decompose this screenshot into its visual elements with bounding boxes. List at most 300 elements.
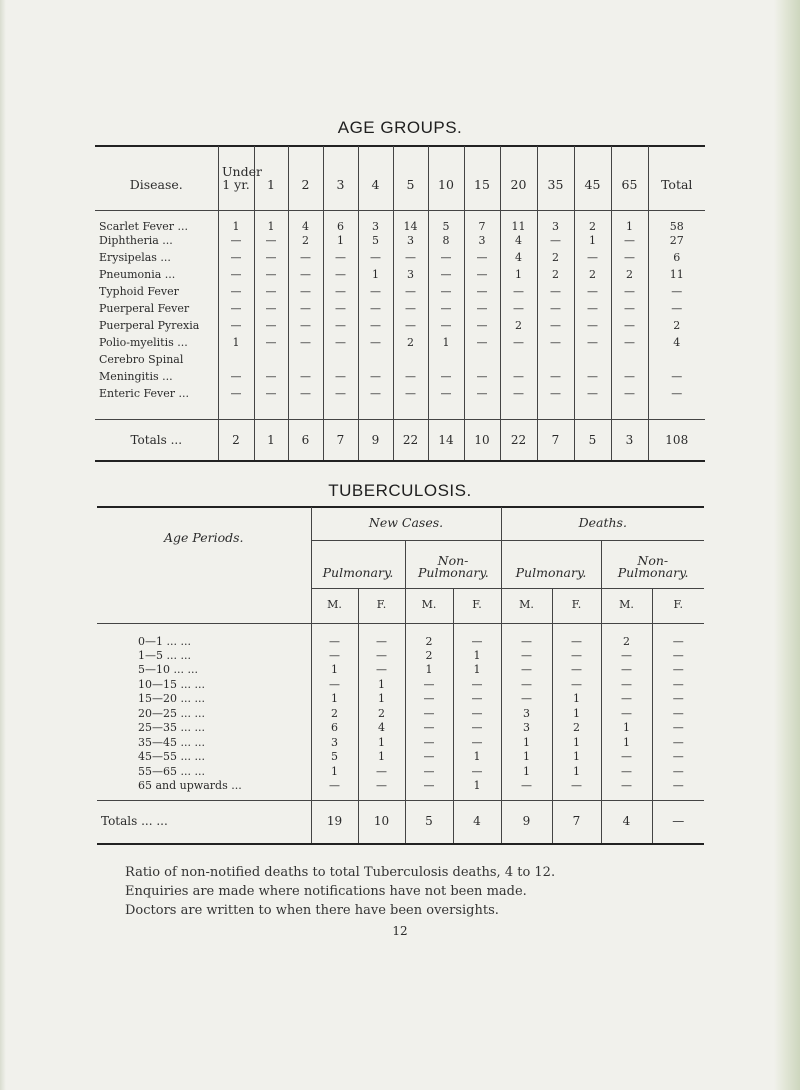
table-cell: —: [537, 335, 574, 352]
table-cell: —: [464, 318, 500, 335]
totals-cell: 3: [611, 420, 648, 461]
age-period: 0—1 ... ...: [138, 635, 191, 648]
table-cell: 5: [311, 750, 358, 765]
table-cell: —: [323, 369, 358, 386]
table-cell: 1: [323, 233, 358, 250]
table-cell: 5: [428, 211, 464, 234]
table-cell: 1: [574, 233, 611, 250]
table-cell: 4: [648, 335, 705, 352]
table-row: [95, 318, 705, 335]
table-cell: [323, 352, 358, 369]
table-cell: 1: [552, 736, 601, 751]
table-cell: 1: [501, 736, 552, 751]
table-cell: —: [288, 267, 323, 284]
totals-cell: 7: [323, 420, 358, 461]
note-doctors: Doctors are written to when there have been oversights.: [125, 903, 499, 918]
table-cell: —: [500, 386, 537, 403]
table-cell: —: [358, 779, 405, 794]
table-cell: —: [464, 301, 500, 318]
table-cell: —: [500, 369, 537, 386]
table-cell: —: [537, 386, 574, 403]
table-cell: —: [574, 284, 611, 301]
table-cell: 1: [358, 267, 393, 284]
table-cell: —: [552, 779, 601, 794]
table-cell: —: [652, 649, 704, 664]
table-cell: —: [652, 779, 704, 794]
table-cell: —: [218, 369, 254, 386]
age-period: 1—5 ... ...: [138, 648, 191, 662]
table-row: [97, 692, 704, 707]
table-cell: —: [652, 707, 704, 722]
table-row: [95, 250, 705, 267]
table-cell: 6: [323, 211, 358, 234]
table-cell: —: [405, 721, 453, 736]
table-cell: —: [453, 678, 501, 693]
table-row: [95, 211, 705, 234]
table-row: [95, 284, 705, 301]
table-cell: 1: [453, 779, 501, 794]
table-cell: —: [501, 678, 552, 693]
table-cell: —: [611, 301, 648, 318]
spacer-cell: [537, 403, 574, 420]
table-cell: —: [323, 267, 358, 284]
table-cell: —: [500, 284, 537, 301]
page-number: 12: [392, 924, 408, 938]
table-cell: —: [464, 369, 500, 386]
age-groups-table: [95, 146, 705, 460]
table-cell: 1: [218, 211, 254, 234]
table-cell: —: [537, 301, 574, 318]
sex-m: M.: [311, 588, 358, 623]
table-cell: —: [323, 386, 358, 403]
table-cell: —: [611, 369, 648, 386]
table-cell: —: [500, 301, 537, 318]
table-row: [97, 623, 704, 649]
table-cell: 1: [552, 692, 601, 707]
table-cell: —: [652, 692, 704, 707]
table-cell: —: [453, 707, 501, 722]
table-cell: 1: [358, 750, 405, 765]
table-cell: 1: [311, 692, 358, 707]
table-cell: —: [611, 284, 648, 301]
table-row: [95, 386, 705, 403]
totals-cell: 10: [358, 800, 405, 844]
table-row: [97, 736, 704, 751]
table-cell: 2: [393, 335, 428, 352]
col-age-65: 65: [611, 146, 648, 211]
table-cell: —: [358, 623, 405, 649]
totals-row: [95, 420, 705, 461]
table-cell: —: [254, 233, 288, 250]
table-cell: —: [254, 318, 288, 335]
totals-cell: 4: [453, 800, 501, 844]
table-cell: [464, 352, 500, 369]
tb-header-row-1: [97, 507, 704, 540]
table-cell: —: [453, 623, 501, 649]
table-cell: —: [453, 721, 501, 736]
table-cell: —: [358, 649, 405, 664]
table-cell: —: [652, 678, 704, 693]
table-cell: 2: [537, 267, 574, 284]
table-cell: —: [611, 318, 648, 335]
totals-cell: 7: [537, 420, 574, 461]
table-cell: —: [254, 250, 288, 267]
table-cell: 4: [288, 211, 323, 234]
table-cell: 2: [574, 267, 611, 284]
age-period: 15—20 ... ...: [138, 692, 205, 705]
spacer-cell: [254, 403, 288, 420]
table-cell: —: [393, 301, 428, 318]
table-cell: —: [428, 386, 464, 403]
totals-cell: 6: [288, 420, 323, 461]
table-cell: —: [574, 318, 611, 335]
table-cell: 1: [611, 211, 648, 234]
age-period: 65 and upwards ...: [138, 779, 242, 792]
table-cell: 6: [648, 250, 705, 267]
table-cell: 27: [648, 233, 705, 250]
col-age-45: 45: [574, 146, 611, 211]
table-cell: 1: [405, 663, 453, 678]
table-cell: —: [358, 369, 393, 386]
table-cell: —: [428, 250, 464, 267]
sex-m: M.: [501, 588, 552, 623]
table-cell: —: [311, 649, 358, 664]
col-age-4: 4: [358, 146, 393, 211]
table-cell: —: [218, 233, 254, 250]
spacer-cell: [358, 403, 393, 420]
table-cell: 3: [393, 233, 428, 250]
tb-header-row-3: [97, 588, 704, 623]
disease-name: Polio-myelitis ...: [99, 336, 188, 350]
table-cell: —: [218, 318, 254, 335]
table-cell: [500, 352, 537, 369]
table-cell: 1: [501, 750, 552, 765]
age-groups-title: AGE GROUPS.: [337, 118, 463, 137]
disease-name: Diphtheria ...: [99, 234, 173, 248]
table-cell: —: [464, 250, 500, 267]
table-cell: 7: [464, 211, 500, 234]
table-cell: [611, 352, 648, 369]
col-age-5: 5: [393, 146, 428, 211]
table-cell: —: [611, 386, 648, 403]
spacer-cell: [464, 403, 500, 420]
table-cell: —: [601, 707, 652, 722]
table-cell: 1: [358, 692, 405, 707]
table-cell: —: [648, 301, 705, 318]
col-age-10: 10: [428, 146, 464, 211]
table-bottom-rule: [95, 460, 705, 462]
death-pulmonary-header: Pulmonary.: [501, 540, 601, 588]
table-cell: —: [323, 335, 358, 352]
table-cell: —: [405, 765, 453, 780]
table-cell: —: [254, 386, 288, 403]
table-cell: 5: [358, 233, 393, 250]
table-cell: 4: [358, 721, 405, 736]
table-cell: 11: [648, 267, 705, 284]
table-cell: —: [574, 250, 611, 267]
table-cell: 11: [500, 211, 537, 234]
table-cell: [648, 352, 705, 369]
table-cell: 1: [218, 335, 254, 352]
disease-name: Scarlet Fever ...: [99, 219, 188, 233]
table-cell: 2: [552, 721, 601, 736]
table-cell: —: [323, 250, 358, 267]
sex-m: M.: [405, 588, 453, 623]
table-cell: —: [311, 779, 358, 794]
table-cell: 2: [611, 267, 648, 284]
table-cell: [574, 352, 611, 369]
death-non-pulmonary-header: [601, 540, 704, 588]
table-cell: —: [601, 678, 652, 693]
table-cell: —: [358, 301, 393, 318]
col-age-2: 2: [288, 146, 323, 211]
table-cell: 1: [453, 649, 501, 664]
table-cell: —: [552, 678, 601, 693]
table-cell: —: [652, 750, 704, 765]
table-cell: 1: [453, 750, 501, 765]
table-cell: —: [323, 301, 358, 318]
table-cell: 2: [405, 649, 453, 664]
table-cell: —: [311, 678, 358, 693]
sex-f: F.: [453, 588, 501, 623]
spacer-cell: [393, 403, 428, 420]
table-cell: —: [288, 250, 323, 267]
table-cell: —: [218, 250, 254, 267]
table-row: [95, 352, 705, 369]
new-cases-header: New Cases.: [311, 507, 501, 540]
table-cell: [537, 352, 574, 369]
spacer-cell: [574, 403, 611, 420]
table-cell: 14: [393, 211, 428, 234]
sex-f: F.: [358, 588, 405, 623]
col-under-1: [218, 146, 262, 211]
table-cell: —: [601, 649, 652, 664]
table-cell: —: [288, 335, 323, 352]
table-cell: —: [218, 284, 254, 301]
table-cell: 1: [601, 736, 652, 751]
table-cell: —: [652, 765, 704, 780]
table-cell: 4: [500, 250, 537, 267]
table-cell: 2: [405, 623, 453, 649]
age-period: 35—45 ... ...: [138, 735, 205, 749]
table-cell: 58: [648, 211, 705, 234]
table-cell: —: [254, 284, 288, 301]
table-cell: —: [453, 765, 501, 780]
table-cell: 3: [464, 233, 500, 250]
totals-cell: 5: [405, 800, 453, 844]
table-cell: —: [537, 233, 574, 250]
table-row: [97, 721, 704, 736]
col-age-1: 1: [254, 146, 288, 211]
table-cell: —: [405, 707, 453, 722]
sex-m: M.: [601, 588, 652, 623]
table-cell: 1: [358, 736, 405, 751]
table-cell: [358, 352, 393, 369]
table-cell: 2: [537, 250, 574, 267]
table-cell: —: [501, 663, 552, 678]
table-row: [97, 649, 704, 664]
table-cell: [254, 352, 288, 369]
table-cell: —: [405, 736, 453, 751]
spacer-cell: [323, 403, 358, 420]
sex-f: F.: [652, 588, 704, 623]
table-cell: —: [501, 779, 552, 794]
spacer-row: [95, 403, 705, 420]
col-age-15: 15: [464, 146, 500, 211]
age-period: 10—15 ... ...: [138, 677, 205, 691]
disease-name: Puerperal Fever: [99, 302, 190, 316]
table-cell: —: [323, 284, 358, 301]
table-cell: —: [552, 663, 601, 678]
table-cell: 1: [552, 707, 601, 722]
table-cell: —: [601, 750, 652, 765]
table-row: [97, 678, 704, 693]
table-cell: —: [611, 250, 648, 267]
table-cell: 1: [501, 765, 552, 780]
table-cell: —: [501, 623, 552, 649]
table-cell: —: [358, 284, 393, 301]
table-cell: —: [611, 233, 648, 250]
table-cell: —: [601, 765, 652, 780]
spacer-cell: [95, 403, 218, 420]
col-age-20: 20: [500, 146, 537, 211]
totals-label: Totals ... ...: [97, 800, 311, 844]
table-cell: —: [537, 284, 574, 301]
table-cell: —: [601, 779, 652, 794]
totals-cell: 5: [574, 420, 611, 461]
table-cell: —: [574, 369, 611, 386]
table-cell: 1: [358, 678, 405, 693]
table-cell: 3: [393, 267, 428, 284]
table-cell: —: [254, 335, 288, 352]
table-cell: —: [428, 301, 464, 318]
disease-name: Puerperal Pyrexia: [99, 319, 200, 333]
spacer-cell: [648, 403, 705, 420]
spacer-cell: [500, 403, 537, 420]
col-age-3: 3: [323, 146, 358, 211]
tuberculosis-title: TUBERCULOSIS.: [328, 481, 472, 500]
table-cell: 2: [601, 623, 652, 649]
age-period: 45—55 ... ...: [138, 750, 205, 763]
table-cell: —: [218, 386, 254, 403]
table-cell: —: [393, 386, 428, 403]
totals-cell: —: [652, 800, 704, 844]
table-cell: —: [464, 386, 500, 403]
table-cell: —: [574, 386, 611, 403]
table-cell: —: [218, 301, 254, 318]
disease-name: Pneumonia ...: [99, 268, 176, 282]
totals-cell: 9: [358, 420, 393, 461]
table-cell: —: [288, 284, 323, 301]
table-cell: 1: [500, 267, 537, 284]
age-period: 55—65 ... ...: [138, 764, 205, 778]
table-cell: 3: [501, 707, 552, 722]
table-cell: —: [552, 623, 601, 649]
table-cell: 3: [501, 721, 552, 736]
age-periods-label: Age Periods.: [163, 530, 244, 545]
new-non-pulmonary-label: Non-Pulmonary.: [418, 552, 489, 580]
table-cell: 1: [254, 211, 288, 234]
table-cell: 1: [601, 721, 652, 736]
table-cell: [428, 352, 464, 369]
table-cell: —: [288, 318, 323, 335]
table-cell: —: [288, 369, 323, 386]
table-cell: —: [358, 318, 393, 335]
table-cell: 4: [500, 233, 537, 250]
table-cell: —: [393, 284, 428, 301]
table-cell: 2: [288, 233, 323, 250]
table-cell: 1: [552, 750, 601, 765]
table-cell: —: [218, 267, 254, 284]
totals-cell: 22: [500, 420, 537, 461]
table-cell: 6: [311, 721, 358, 736]
disease-name: Enteric Fever ...: [99, 387, 189, 401]
table-cell: —: [652, 736, 704, 751]
disease-name: Meningitis ...: [99, 370, 173, 384]
table-cell: 3: [311, 736, 358, 751]
table-row: [97, 663, 704, 678]
table-cell: —: [464, 284, 500, 301]
table-cell: —: [428, 267, 464, 284]
age-groups-header-row: [95, 146, 705, 211]
table-cell: —: [453, 692, 501, 707]
tuberculosis-table: [97, 507, 704, 845]
table-cell: —: [358, 663, 405, 678]
death-non-pulmonary-label: Non-Pulmonary.: [617, 552, 689, 580]
table-row: [95, 267, 705, 284]
age-period: 20—25 ... ...: [138, 706, 205, 720]
table-cell: —: [453, 736, 501, 751]
table-cell: [218, 352, 254, 369]
table-cell: —: [323, 318, 358, 335]
table-cell: —: [648, 369, 705, 386]
table-row: [97, 765, 704, 780]
table-cell: 2: [358, 707, 405, 722]
age-period: 25—35 ... ...: [138, 721, 205, 734]
totals-cell: 4: [601, 800, 652, 844]
table-cell: 1: [453, 663, 501, 678]
table-cell: —: [405, 678, 453, 693]
col-total: Total: [648, 146, 705, 211]
table-cell: [393, 352, 428, 369]
table-cell: —: [405, 779, 453, 794]
new-non-pulmonary-header: [405, 540, 501, 588]
table-cell: —: [500, 335, 537, 352]
spacer-cell: [611, 403, 648, 420]
table-cell: —: [405, 750, 453, 765]
disease-name: Typhoid Fever: [99, 285, 179, 299]
table-cell: —: [537, 318, 574, 335]
table-cell: —: [428, 369, 464, 386]
totals-cell: 19: [311, 800, 358, 844]
table-cell: —: [358, 386, 393, 403]
table-row: [95, 301, 705, 318]
table-cell: 2: [311, 707, 358, 722]
note-ratio: Ratio of non-notified deaths to total Tuberculosis deaths, 4 to 12.: [125, 865, 556, 880]
age-periods-header: [97, 507, 311, 588]
table-cell: 2: [648, 318, 705, 335]
totals-cell: 108: [648, 420, 705, 461]
table-cell: —: [464, 335, 500, 352]
disease-name: Cerebro Spinal: [99, 353, 184, 367]
table-cell: 2: [574, 211, 611, 234]
table-cell: 1: [552, 765, 601, 780]
table-cell: —: [358, 335, 393, 352]
table-cell: [288, 352, 323, 369]
totals-cell: 2: [218, 420, 254, 461]
table-row: [97, 707, 704, 722]
table-cell: —: [254, 301, 288, 318]
